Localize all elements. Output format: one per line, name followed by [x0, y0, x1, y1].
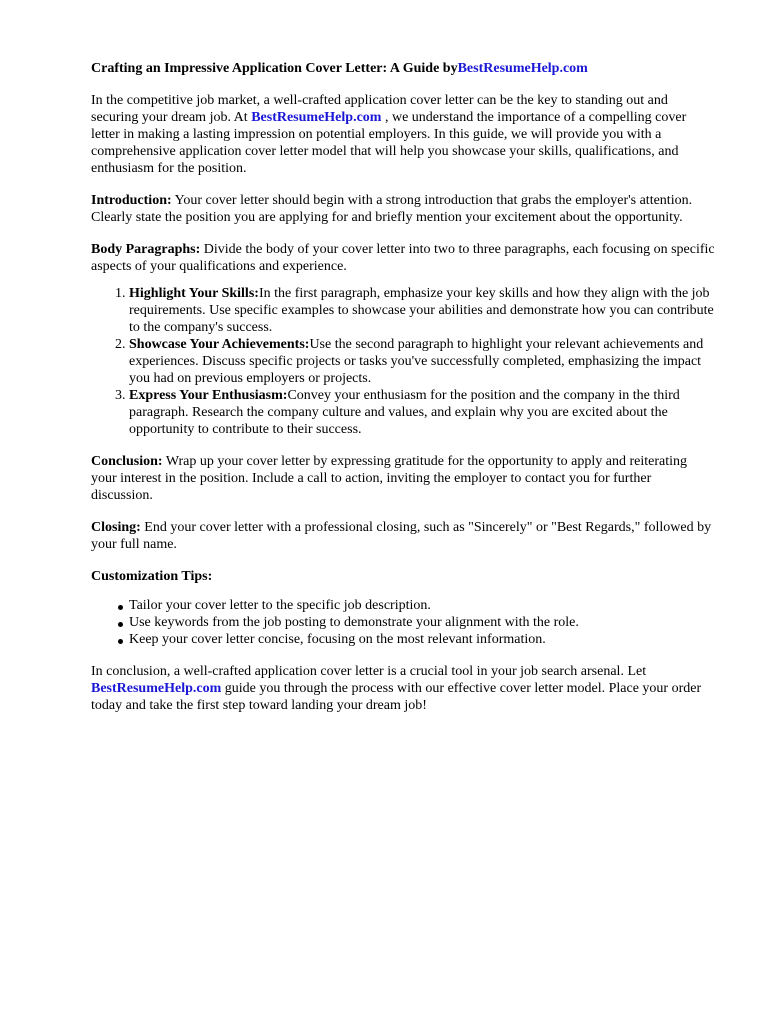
list-item: Tailor your cover letter to the specific job description.	[129, 597, 716, 614]
body-steps-list	[91, 285, 716, 438]
final-text-before: In conclusion, a well-crafted application cover letter is a crucial tool in your job search arsenal. Let	[91, 664, 647, 679]
final-paragraph	[91, 663, 716, 714]
list-item: Keep your cover letter concise, focusing on the most relevant information.	[129, 631, 716, 648]
page-title	[91, 60, 716, 77]
body-paragraphs-paragraph	[91, 241, 716, 275]
body-paragraphs-text: Divide the body of your cover letter into two to three paragraphs, each focusing on specific aspects of your qualifications and experience.	[91, 242, 715, 274]
introduction-paragraph	[91, 192, 716, 226]
customization-tips-list	[91, 597, 716, 648]
conclusion-paragraph	[91, 453, 716, 504]
title-text: Crafting an Impressive Application Cover Letter: A Guide by	[91, 61, 458, 76]
list-item	[129, 387, 716, 438]
step-label: Highlight Your Skills:	[129, 286, 259, 301]
conclusion-label: Conclusion:	[91, 454, 163, 469]
customization-heading: Customization Tips:	[91, 569, 213, 584]
step-text: Convey your enthusiasm for the position and the company in the third paragraph. Research the company culture and values, and explain why you are excited about the opportunity to contribute to their success.	[129, 388, 680, 437]
intro-text-after: , we understand the importance of a compelling cover letter in making a lasting impression on potential employers. In this guide, we will provide you with a comprehensive application cover letter model that will help you showcase your skills, qualifications, and enthusiasm for the position.	[91, 110, 687, 176]
closing-label: Closing:	[91, 520, 141, 535]
step-label: Showcase Your Achievements:	[129, 337, 310, 352]
list-item	[129, 336, 716, 387]
intro-text-before: In the competitive job market, a well-crafted application cover letter can be the key to standing out and securing your dream job. At	[91, 93, 668, 125]
list-item: Use keywords from the job posting to demonstrate your alignment with the role.	[129, 614, 716, 631]
step-text: Use the second paragraph to highlight your relevant achievements and experiences. Discuss specific projects or tasks you've successfully completed, emphasizing the impact you had on previous employers or projects.	[129, 337, 704, 386]
document-body	[91, 60, 716, 729]
step-text: In the first paragraph, emphasize your key skills and how they align with the job requirements. Use specific examples to showcase your abilities and demonstrate how you can contribute to the company's success.	[129, 286, 714, 335]
intro-brand-link[interactable]: BestResumeHelp.com	[251, 110, 382, 125]
final-brand-link[interactable]: BestResumeHelp.com	[91, 681, 222, 696]
list-item	[129, 285, 716, 336]
closing-paragraph	[91, 519, 716, 553]
title-brand-link[interactable]: BestResumeHelp.com	[457, 61, 588, 76]
body-paragraphs-label: Body Paragraphs:	[91, 242, 201, 257]
introduction-text: Your cover letter should begin with a strong introduction that grabs the employer's attention. Clearly state the position you are applying for and briefly mention your excitement about the opportunity.	[91, 193, 693, 225]
conclusion-text: Wrap up your cover letter by expressing gratitude for the opportunity to apply and reiterating your interest in the position. Include a call to action, inviting the employer to contact you for further discussion.	[91, 454, 687, 503]
closing-text: End your cover letter with a professional closing, such as "Sincerely" or "Best Regards," followed by your full name.	[91, 520, 712, 552]
final-text-after: guide you through the process with our effective cover letter model. Place your order today and take the first step toward landing your dream job!	[91, 681, 702, 713]
intro-paragraph	[91, 92, 716, 177]
introduction-label: Introduction:	[91, 193, 172, 208]
step-label: Express Your Enthusiasm:	[129, 388, 288, 403]
